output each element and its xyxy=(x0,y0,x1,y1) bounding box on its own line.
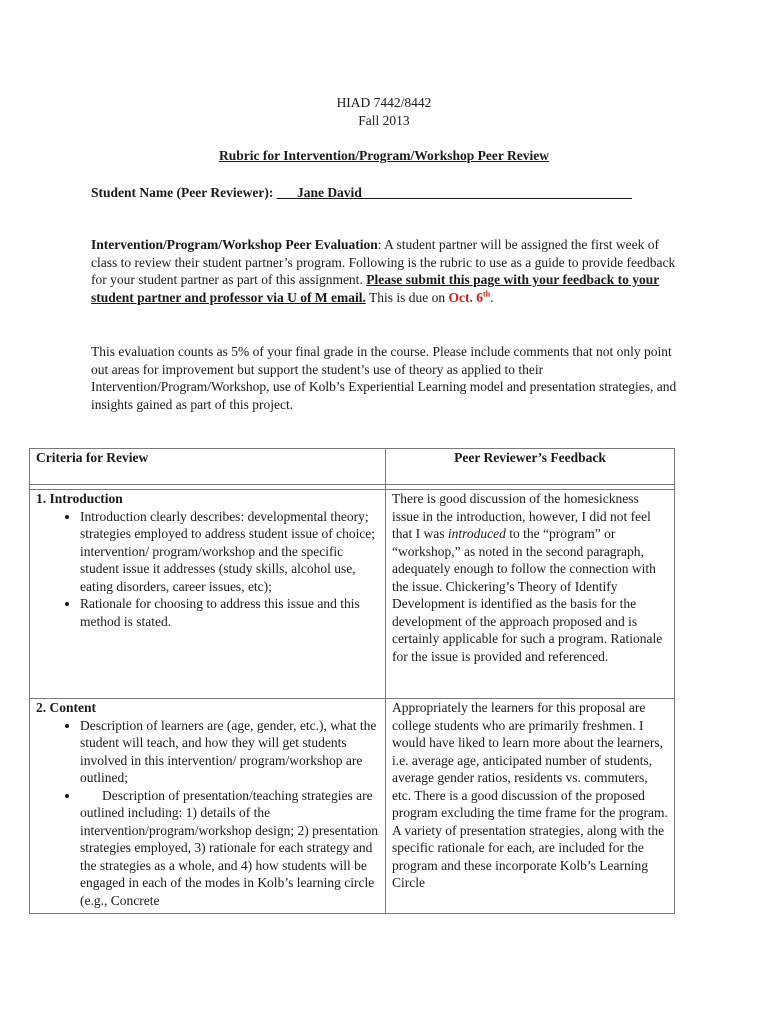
submit-instruction: Please submit this page with your feedback to your student partner and professor via U of M email. xyxy=(91,272,660,305)
student-name-line xyxy=(91,184,632,202)
criteria-cell xyxy=(30,490,386,699)
due-text: This is due on xyxy=(365,289,449,305)
criteria-list xyxy=(36,508,379,631)
rubric-table xyxy=(29,448,675,914)
criteria-item: • Description of learners are (age, gender, etc.), what the student will teach, and how they will get students involved in this intervention/ program/workshop are outlined; xyxy=(80,717,379,787)
term: Fall 2013 xyxy=(358,113,410,128)
feedback-text: to the “program” or “workshop,” as noted in the second paragraph, adequately enough to follow the connection with the issue. Chickering’s Theory of Identify Development is identified as the basis for the development of the approach proposed and is certainly applicable for such a program. Rationale for the issue is provided and referenced. xyxy=(392,526,663,664)
feedback-header: Peer Reviewer’s Feedback xyxy=(386,449,675,485)
student-name-label: Student Name (Peer Reviewer): xyxy=(91,185,277,200)
intro-text: : A student partner will be assigned the first week of class to review their student partner’s program. Following is the rubric to use as a guide to provide feedback for your student partner as part of this assignment. xyxy=(91,237,676,287)
due-period: . xyxy=(490,289,494,305)
evaluation-note: This evaluation counts as 5% of your final grade in the course. Please include comments that not only point out areas for improvement but support the student’s use of theory as applied to their Intervention/Program/Workshop, use of Kolb’s Experiential Learning model and presentation strategies, and insights gained as part of this project. xyxy=(91,344,677,412)
section-title: 1. Introduction xyxy=(36,491,123,506)
table-row xyxy=(30,490,675,699)
intro-lead: Intervention/Program/Workshop Peer Evaluation xyxy=(91,237,378,252)
criteria-list xyxy=(36,717,379,910)
criteria-item: • Introduction clearly describes: developmental theory; strategies employed to address student issue of choice; intervention/ program/workshop and the specific student issue it addresses (study skills, alcohol use, eating disorders, career issues, etc); xyxy=(80,508,379,596)
document-title: Rubric for Intervention/Program/Workshop Peer Review xyxy=(219,148,549,163)
feedback-text: Appropriately the learners for this proposal are college students who are primarily freshmen. I would have liked to learn more about the learners, i.e. average age, anticipated number of students, average gender ratios, residents vs. commuters, etc. There is a good discussion of the proposed program excluding the time frame for the program. A variety of presentation strategies, along with the specific rationale for each, are included for the program and these incorporate Kolb’s Learning Circle xyxy=(392,700,668,890)
criteria-cell xyxy=(30,699,386,914)
intro-paragraph xyxy=(91,236,677,306)
criteria-item: • Description of presentation/teaching strategies are outlined including: 1) details of the intervention/program/workshop design; 2) presentation strategies employed, 3) rationale for each strategy and the strategies as a whole, and 4) how students will be engaged in each of the modes in Kolb’s learning circle (e.g., Concrete xyxy=(80,787,379,910)
criteria-header: Criteria for Review xyxy=(30,449,386,485)
feedback-cell xyxy=(386,699,675,914)
table-row xyxy=(30,699,675,914)
criteria-item: • Rationale for choosing to address this issue and this method is stated. xyxy=(80,595,379,630)
feedback-cell xyxy=(386,490,675,699)
course-code: HIAD 7442/8442 xyxy=(336,95,432,110)
table-header-row xyxy=(30,449,675,485)
feedback-emphasis: introduced xyxy=(447,526,506,541)
due-date: Oct. 6th xyxy=(448,289,491,305)
feedback-text: There is good discussion of the homesickness issue in the introduction, however, I did not feel that I was xyxy=(392,491,651,541)
section-title: 2. Content xyxy=(36,700,96,715)
student-name-value: ___Jane David________________________________________ xyxy=(276,185,632,200)
